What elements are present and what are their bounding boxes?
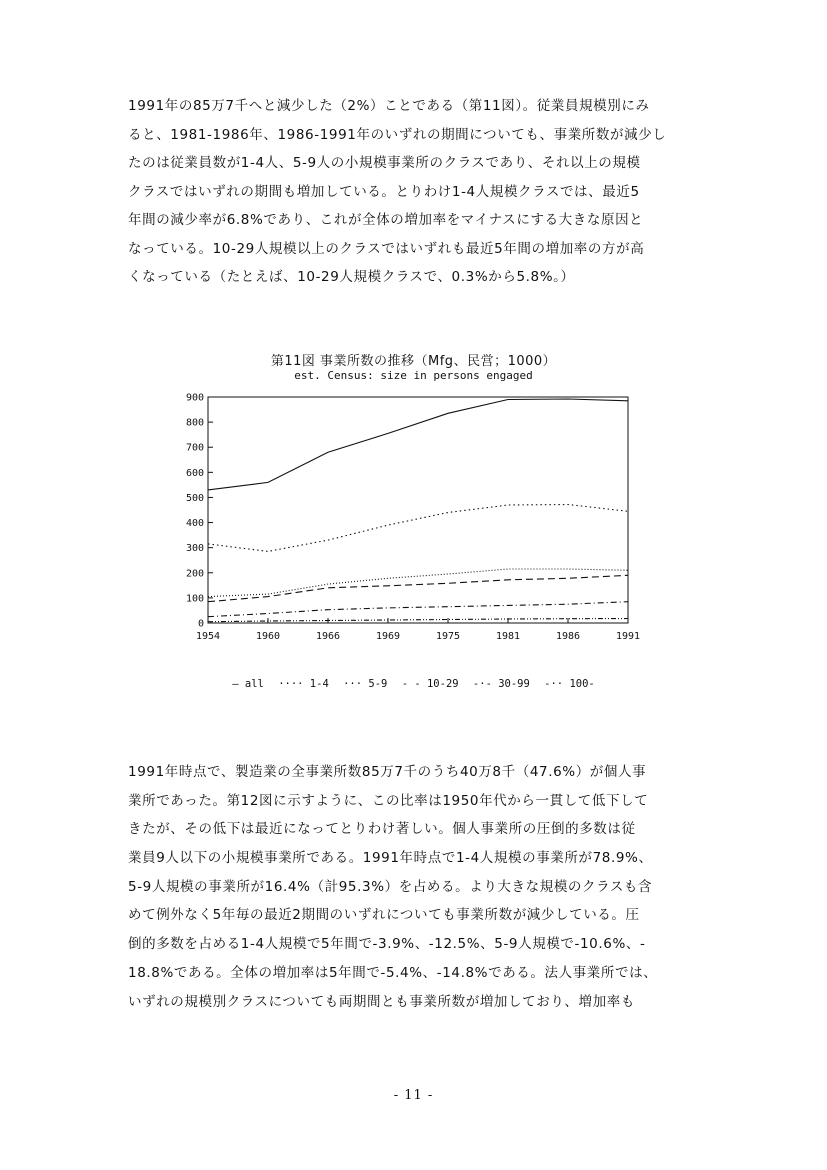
series-line-14 — [208, 505, 628, 552]
x-tick-label: 1986 — [555, 631, 581, 642]
series-line-1029 — [208, 575, 628, 601]
y-tick-label: 700 — [185, 442, 204, 454]
y-tick-label: 300 — [185, 543, 204, 555]
x-tick-label: 1960 — [255, 631, 281, 642]
y-tick-label: 100 — [185, 593, 204, 605]
legend-item-1-4: ···· 1-4 — [278, 678, 329, 690]
paragraph-line: 1991年時点で、製造業の全事業所数85万7千のうち40万8千（47.6%）が個人事 — [128, 764, 647, 780]
paragraph-line: ると、1981-1986年、1986-1991年のいずれの期間についても、事業所数が減少し — [128, 126, 667, 143]
y-tick-label: 500 — [185, 492, 204, 504]
paragraph-line: なっている。10-29人規模以上のクラスではいずれも最近5年間の増加率の方が高 — [128, 240, 645, 257]
y-tick-label: 200 — [185, 568, 204, 580]
x-tick-label: 1966 — [315, 631, 341, 642]
y-tick-label: 800 — [185, 417, 204, 429]
paragraph-line: めて例外なく5年毎の最近2期間のいずれについても事業所数が減少している。圧 — [128, 907, 640, 924]
legend-item-30-99: -·- 30-99 — [472, 678, 530, 690]
paragraph-2 — [128, 758, 728, 1016]
series-line-100plus — [208, 619, 628, 622]
line-chart — [160, 385, 660, 655]
paragraph-line: くなっている（たとえば、10-29人規模クラスで、0.3%から5.8%。） — [128, 269, 575, 285]
paragraph-1 — [128, 92, 728, 292]
x-tick-label: 1981 — [495, 631, 521, 642]
legend-item-10-29: - - 10-29 — [401, 678, 459, 690]
legend-item-all: — all — [232, 678, 264, 690]
paragraph-line: 年間の減少率が6.8%であり、これが全体の増加率をマイナスにする大きな原因と — [128, 212, 644, 228]
x-tick-label: 1991 — [615, 631, 641, 642]
figure-subtitle: est. Census: size in persons engaged — [294, 369, 533, 382]
paragraph-line: 業員9人以下の小規模事業所である。1991年時点で1-4人規模の事業所が78.9%、 — [128, 850, 653, 867]
series-line-59 — [208, 569, 628, 597]
figure-title: 第11図 事業所数の推移（Mfg、民営；1000） — [270, 354, 557, 369]
chart-legend — [0, 678, 827, 690]
paragraph-line: 倒的多数を占める1-4人規模で5年間で-3.9%、-12.5%、5-9人規模で-10.6%、- — [128, 936, 646, 953]
y-tick-label: 400 — [185, 518, 204, 530]
legend-item-5-9: ··· 5-9 — [343, 678, 388, 690]
y-tick-label: 900 — [185, 392, 204, 404]
paragraph-line: きたが、その低下は最近になってとりわけ著しい。個人事業所の圧倒的多数は従 — [128, 821, 636, 838]
paragraph-line: 5-9人規模の事業所が16.4%（計95.3%）を占める。より大きな規模のクラスも含 — [128, 878, 653, 895]
x-tick-label: 1975 — [435, 631, 461, 642]
paragraph-line: たのは従業員数が1-4人、5-9人の小規模事業所のクラスであり、それ以上の規模 — [128, 155, 641, 171]
paragraph-line: クラスではいずれの期間も増加している。とりわけ1-4人規模クラスでは、最近5 — [128, 183, 640, 200]
x-tick-label: 1969 — [375, 631, 401, 642]
paragraph-line: 18.8%である。全体の増加率は5年間で-5.4%、-14.8%である。法人事業所では、 — [128, 964, 658, 981]
y-tick-label: 0 — [197, 618, 204, 630]
page-number: - 11 - — [393, 1088, 434, 1103]
plot-frame — [208, 397, 628, 623]
legend-item-100: -·· 100- — [544, 678, 595, 690]
series-line-all — [208, 399, 628, 490]
paragraph-line: 業所であった。第12図に示すように、この比率は1950年代から一貫して低下して — [128, 792, 649, 809]
series-line-3099 — [208, 602, 628, 617]
paragraph-line: 1991年の85万7千へと減少した（2%）ことである（第11図）。従業員規模別にみ — [128, 98, 650, 114]
paragraph-line: いずれの規模別クラスについても両期間とも事業所数が増加しており、増加率も — [128, 993, 635, 1010]
y-tick-label: 600 — [185, 467, 204, 479]
x-tick-label: 1954 — [195, 631, 221, 642]
